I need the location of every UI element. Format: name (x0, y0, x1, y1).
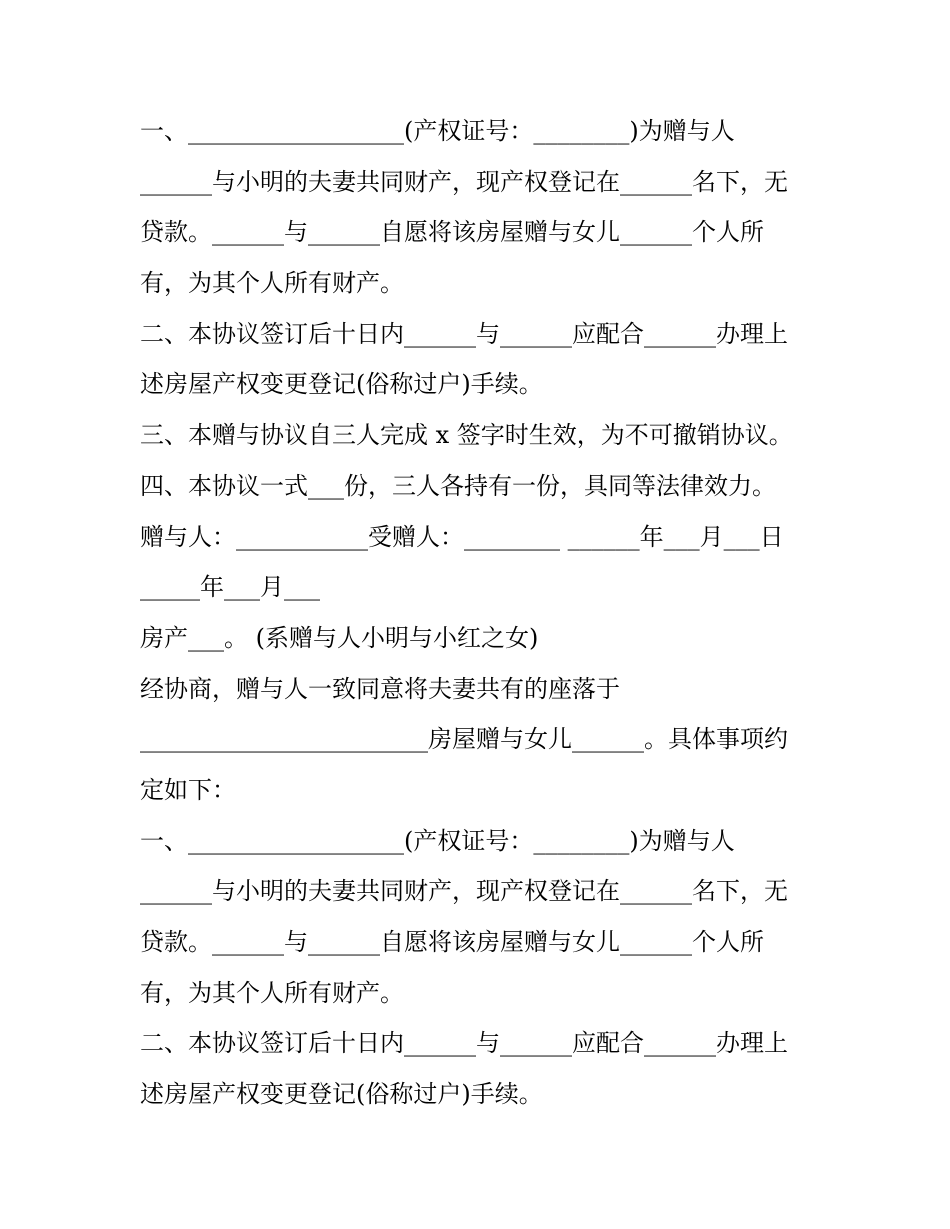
text-line: ______与小明的夫妻共同财产，现产权登记在______名下，无 (140, 167, 788, 196)
document-body (140, 106, 820, 1120)
text-line: 有，为其个人所有财产。 (140, 978, 404, 1007)
text-line: 二、本协议签订后十日内______与______应配合______办理上 (140, 1029, 788, 1058)
text-line: 有，为其个人所有财产。 (140, 269, 404, 298)
text-line: 四、本协议一式___份，三人各持有一份，具同等法律效力。 (140, 471, 776, 500)
text-line: 二、本协议签订后十日内______与______应配合______办理上 (140, 319, 788, 348)
text-line: 述房屋产权变更登记(俗称过户)手续。 (140, 1080, 543, 1109)
text-line: 房产___。 (系赠与人小明与小红之女) (140, 623, 539, 652)
text-line: 定如下： (140, 775, 236, 804)
text-line: 经协商，赠与人一致同意将夫妻共有的座落于 (140, 674, 620, 703)
text-line: ________________________房屋赠与女儿______。具体事项约 (140, 725, 788, 754)
text-line: ______与小明的夫妻共同财产，现产权登记在______名下，无 (140, 877, 788, 906)
text-line: 赠与人：___________受赠人：________ ______年___月___日 (140, 522, 784, 551)
text-line: 一、__________________(产权证号：________)为赠与人 (140, 826, 735, 855)
text-line: _____年___月___ (140, 573, 320, 602)
text-line: 一、__________________(产权证号：________)为赠与人 (140, 117, 735, 145)
text-line: 三、本赠与协议自三人完成 x 签字时生效，为不可撤销协议。 (140, 421, 793, 450)
text-line: 贷款。______与______自愿将该房屋赠与女儿______个人所 (140, 928, 764, 956)
text-line: 贷款。______与______自愿将该房屋赠与女儿______个人所 (140, 218, 764, 247)
text-line: 述房屋产权变更登记(俗称过户)手续。 (140, 370, 543, 399)
